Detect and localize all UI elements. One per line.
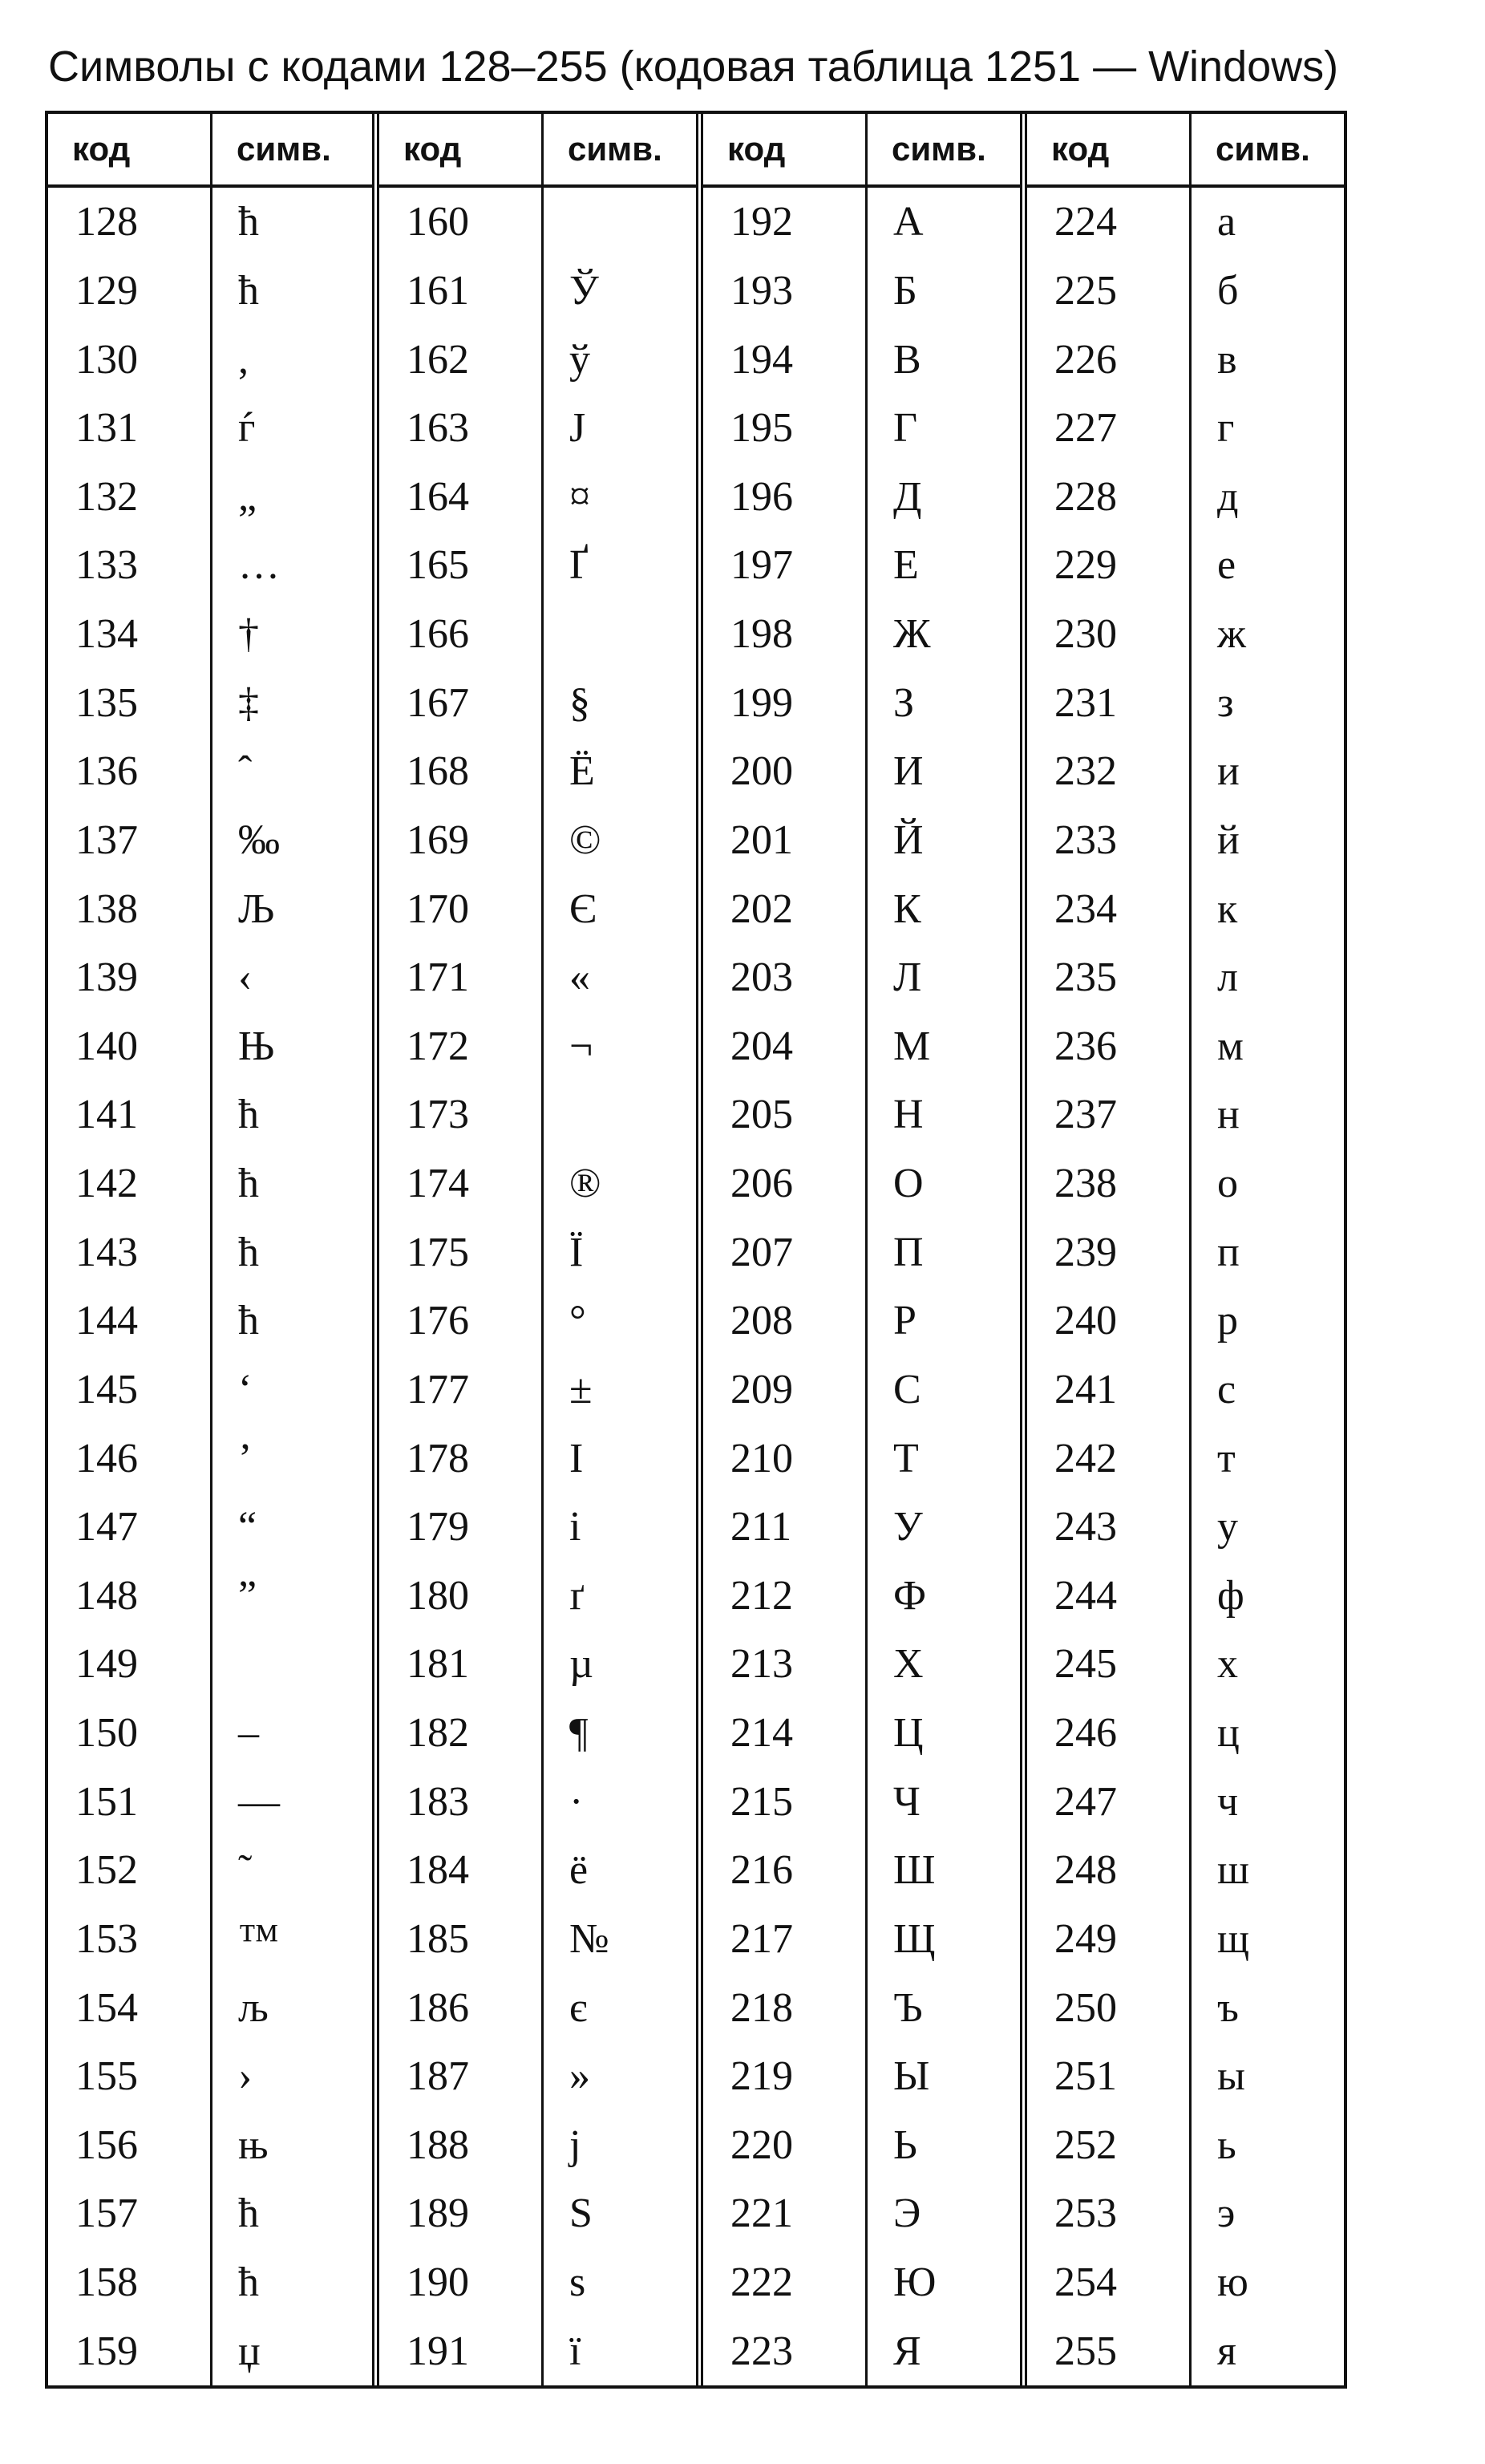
table-title: Символы с кодами 128–255 (кодовая таблица 1251 — Windows) xyxy=(48,43,1339,91)
code-cell: 254 xyxy=(1054,2259,1117,2306)
code-cell: 239 xyxy=(1054,1229,1117,1275)
symbol-cell: ѓ xyxy=(210,394,372,463)
symbol-cell: Ц xyxy=(865,1699,1020,1768)
code-cell: 148 xyxy=(75,1572,138,1619)
symbol-cell: п xyxy=(1189,1218,1344,1287)
code-cell: 197 xyxy=(730,542,793,589)
code-cell: 246 xyxy=(1054,1710,1117,1757)
column-group-1 xyxy=(48,114,372,2385)
code-cell: 252 xyxy=(1054,2122,1117,2168)
code-cell: 235 xyxy=(1054,954,1117,1001)
code-cell: 202 xyxy=(730,886,793,932)
code-cell: 142 xyxy=(75,1161,138,1207)
code-cell: 238 xyxy=(1054,1161,1117,1207)
code-cell: 141 xyxy=(75,1092,138,1138)
code-cell: 211 xyxy=(730,1504,792,1550)
symbol-cell: ħ xyxy=(210,1080,372,1149)
code-cell: 161 xyxy=(407,267,469,314)
symbol-cell: Ю xyxy=(865,2248,1020,2317)
header-code: код xyxy=(379,114,541,188)
code-cell: 233 xyxy=(1054,817,1117,863)
symbol-cell: ˆ xyxy=(210,737,372,806)
code-cell: 218 xyxy=(730,1984,793,2031)
symbol-cell: Ш xyxy=(865,1836,1020,1905)
symbol-cell: Є xyxy=(541,874,696,943)
symbol-cell: ° xyxy=(541,1287,696,1356)
header-symbol: симв. xyxy=(210,114,372,188)
code-cell: 159 xyxy=(75,2328,138,2374)
symbol-cell: ш xyxy=(1189,1836,1344,1905)
symbol-cell: Ў xyxy=(541,257,696,326)
code-cell: 138 xyxy=(75,886,138,932)
code-cell: 221 xyxy=(730,2190,793,2237)
symbol-cell: ħ xyxy=(210,1149,372,1218)
symbol-cell: Х xyxy=(865,1630,1020,1699)
symbol-cell: А xyxy=(865,188,1020,257)
code-cell: 217 xyxy=(730,1915,793,1962)
symbol-cell: н xyxy=(1189,1080,1344,1149)
code-cell: 242 xyxy=(1054,1435,1117,1481)
symbol-cell: ’ xyxy=(210,1424,372,1493)
code-cell: 177 xyxy=(407,1366,469,1412)
code-cell: 198 xyxy=(730,611,793,658)
header-symbol: симв. xyxy=(541,114,696,188)
code-cell: 195 xyxy=(730,405,793,452)
code-cell: 224 xyxy=(1054,199,1117,245)
symbol-cell: с xyxy=(1189,1356,1344,1424)
code-cell: 229 xyxy=(1054,542,1117,589)
symbol-cell xyxy=(541,188,696,257)
code-cell: 179 xyxy=(407,1504,469,1550)
header-code: код xyxy=(703,114,865,188)
code-cell: 171 xyxy=(407,954,469,1001)
symbol-cell: “ xyxy=(210,1493,372,1562)
code-cell: 222 xyxy=(730,2259,793,2306)
symbol-cell: І xyxy=(541,1424,696,1493)
code-cell: 153 xyxy=(75,1915,138,1962)
symbol-cell: Ґ xyxy=(541,531,696,600)
symbol-cell: ј xyxy=(541,2111,696,2180)
code-cell: 205 xyxy=(730,1092,793,1138)
code-cell: 208 xyxy=(730,1298,793,1344)
symbol-cell: · xyxy=(541,1767,696,1836)
symbol-cell: њ xyxy=(210,2111,372,2180)
symbol-cell: л xyxy=(1189,943,1344,1012)
code-cell: 185 xyxy=(407,1915,469,1962)
symbol-cell: К xyxy=(865,874,1020,943)
code-cell: 244 xyxy=(1054,1572,1117,1619)
symbol-cell: С xyxy=(865,1356,1020,1424)
symbol-cell: ф xyxy=(1189,1562,1344,1631)
code-cell: 247 xyxy=(1054,1778,1117,1825)
symbol-cell: Ж xyxy=(865,600,1020,669)
column-group-4 xyxy=(1020,114,1344,2385)
symbol-cell: ґ xyxy=(541,1562,696,1631)
code-cell: 166 xyxy=(407,611,469,658)
code-cell: 245 xyxy=(1054,1641,1117,1688)
code-cell: 226 xyxy=(1054,336,1117,383)
symbol-cell: ц xyxy=(1189,1699,1344,1768)
symbol-cell: Ї xyxy=(541,1218,696,1287)
symbol-cell: ˜ xyxy=(210,1836,372,1905)
code-cell: 160 xyxy=(407,199,469,245)
code-cell: 170 xyxy=(407,886,469,932)
code-cell: 164 xyxy=(407,473,469,520)
symbol-cell: Ч xyxy=(865,1767,1020,1836)
code-cell: 219 xyxy=(730,2053,793,2100)
code-cell: 223 xyxy=(730,2328,793,2374)
symbol-cell: ь xyxy=(1189,2111,1344,2180)
symbol-cell: ‹ xyxy=(210,943,372,1012)
code-cell: 184 xyxy=(407,1847,469,1894)
code-cell: 169 xyxy=(407,817,469,863)
code-cell: 176 xyxy=(407,1298,469,1344)
symbol-cell: ± xyxy=(541,1356,696,1424)
symbol-cell: ‘ xyxy=(210,1356,372,1424)
symbol-cell: » xyxy=(541,2042,696,2111)
code-cell: 204 xyxy=(730,1023,793,1069)
symbol-cell: † xyxy=(210,600,372,669)
code-cell: 228 xyxy=(1054,473,1117,520)
code-cell: 128 xyxy=(75,199,138,245)
header-symbol: симв. xyxy=(865,114,1020,188)
code-cell: 133 xyxy=(75,542,138,589)
symbol-cell: © xyxy=(541,806,696,875)
code-cell: 236 xyxy=(1054,1023,1117,1069)
symbol-cell: э xyxy=(1189,2179,1344,2248)
code-cell: 187 xyxy=(407,2053,469,2100)
symbol-cell: х xyxy=(1189,1630,1344,1699)
code-cell: 255 xyxy=(1054,2328,1117,2374)
code-cell: 212 xyxy=(730,1572,793,1619)
code-cell: 251 xyxy=(1054,2053,1117,2100)
symbol-cell: і xyxy=(541,1493,696,1562)
code-cell: 199 xyxy=(730,679,793,726)
code-cell: 194 xyxy=(730,336,793,383)
code-cell: 253 xyxy=(1054,2190,1117,2237)
code-cell: 174 xyxy=(407,1161,469,1207)
symbol-cell: ” xyxy=(210,1562,372,1631)
code-cell: 225 xyxy=(1054,267,1117,314)
code-cell: 243 xyxy=(1054,1504,1117,1550)
symbol-cell: О xyxy=(865,1149,1020,1218)
code-cell: 241 xyxy=(1054,1366,1117,1412)
symbol-cell: щ xyxy=(1189,1905,1344,1974)
header-code: код xyxy=(48,114,210,188)
symbol-cell: „ xyxy=(210,463,372,532)
symbol-cell: б xyxy=(1189,257,1344,326)
code-cell: 216 xyxy=(730,1847,793,1894)
symbol-cell: ™ xyxy=(210,1905,372,1974)
code-cell: 147 xyxy=(75,1504,138,1550)
code-cell: 129 xyxy=(75,267,138,314)
symbol-cell: Л xyxy=(865,943,1020,1012)
symbol-cell: ħ xyxy=(210,257,372,326)
symbol-cell: ж xyxy=(1189,600,1344,669)
symbol-cell: т xyxy=(1189,1424,1344,1493)
symbol-cell: ħ xyxy=(210,1218,372,1287)
code-cell: 151 xyxy=(75,1778,138,1825)
code-cell: 189 xyxy=(407,2190,469,2237)
code-cell: 206 xyxy=(730,1161,793,1207)
code-cell: 135 xyxy=(75,679,138,726)
symbol-cell: ‡ xyxy=(210,668,372,737)
symbol-cell: у xyxy=(1189,1493,1344,1562)
symbol-cell: ħ xyxy=(210,188,372,257)
symbol-cell: Г xyxy=(865,394,1020,463)
symbol-cell xyxy=(541,600,696,669)
symbol-cell: › xyxy=(210,2042,372,2111)
code-cell: 167 xyxy=(407,679,469,726)
symbol-cell: … xyxy=(210,531,372,600)
symbol-cell: ї xyxy=(541,2316,696,2385)
symbol-cell: Щ xyxy=(865,1905,1020,1974)
code-cell: 145 xyxy=(75,1366,138,1412)
symbol-cell: к xyxy=(1189,874,1344,943)
symbol-cell: р xyxy=(1189,1287,1344,1356)
symbol-cell: § xyxy=(541,668,696,737)
symbol-cell: µ xyxy=(541,1630,696,1699)
symbol-cell: є xyxy=(541,1973,696,2042)
code-cell: 132 xyxy=(75,473,138,520)
symbol-cell: ы xyxy=(1189,2042,1344,2111)
symbol-cell: — xyxy=(210,1767,372,1836)
symbol-cell: Д xyxy=(865,463,1020,532)
symbol-cell: № xyxy=(541,1905,696,1974)
code-cell: 146 xyxy=(75,1435,138,1481)
header-symbol: симв. xyxy=(1189,114,1344,188)
code-cell: 168 xyxy=(407,748,469,795)
code-cell: 183 xyxy=(407,1778,469,1825)
code-cell: 230 xyxy=(1054,611,1117,658)
symbol-cell: з xyxy=(1189,668,1344,737)
symbol-cell: З xyxy=(865,668,1020,737)
symbol-cell: ў xyxy=(541,325,696,394)
code-cell: 193 xyxy=(730,267,793,314)
symbol-cell: У xyxy=(865,1493,1020,1562)
symbol-cell: Т xyxy=(865,1424,1020,1493)
code-cell: 139 xyxy=(75,954,138,1001)
code-cell: 180 xyxy=(407,1572,469,1619)
code-cell: 237 xyxy=(1054,1092,1117,1138)
symbol-cell: е xyxy=(1189,531,1344,600)
symbol-cell: ħ xyxy=(210,2248,372,2317)
code-cell: 178 xyxy=(407,1435,469,1481)
symbol-cell: ¶ xyxy=(541,1699,696,1768)
symbol-cell: ‰ xyxy=(210,806,372,875)
code-cell: 175 xyxy=(407,1229,469,1275)
code-cell: 188 xyxy=(407,2122,469,2168)
symbol-cell: Е xyxy=(865,531,1020,600)
symbol-cell: « xyxy=(541,943,696,1012)
symbol-cell: Ы xyxy=(865,2042,1020,2111)
code-cell: 196 xyxy=(730,473,793,520)
symbol-cell: ® xyxy=(541,1149,696,1218)
code-cell: 130 xyxy=(75,336,138,383)
charset-table xyxy=(45,111,1347,2389)
symbol-cell: д xyxy=(1189,463,1344,532)
code-cell: 215 xyxy=(730,1778,793,1825)
code-cell: 232 xyxy=(1054,748,1117,795)
symbol-cell: ¤ xyxy=(541,463,696,532)
code-cell: 181 xyxy=(407,1641,469,1688)
symbol-cell: ч xyxy=(1189,1767,1344,1836)
symbol-cell: г xyxy=(1189,394,1344,463)
symbol-cell: ħ xyxy=(210,1287,372,1356)
symbol-cell: М xyxy=(865,1012,1020,1081)
symbol-cell: Н xyxy=(865,1080,1020,1149)
symbol-cell: Ѕ xyxy=(541,2179,696,2248)
symbol-cell: Я xyxy=(865,2316,1020,2385)
symbol-cell: П xyxy=(865,1218,1020,1287)
code-cell: 248 xyxy=(1054,1847,1117,1894)
symbol-cell: ъ xyxy=(1189,1973,1344,2042)
symbol-cell: љ xyxy=(210,1973,372,2042)
symbol-cell: й xyxy=(1189,806,1344,875)
code-cell: 231 xyxy=(1054,679,1117,726)
code-cell: 131 xyxy=(75,405,138,452)
symbol-cell: я xyxy=(1189,2316,1344,2385)
symbol-cell: џ xyxy=(210,2316,372,2385)
symbol-cell: о xyxy=(1189,1149,1344,1218)
code-cell: 213 xyxy=(730,1641,793,1688)
code-cell: 162 xyxy=(407,336,469,383)
symbol-cell: Њ xyxy=(210,1012,372,1081)
code-cell: 220 xyxy=(730,2122,793,2168)
code-cell: 155 xyxy=(75,2053,138,2100)
symbol-cell: Э xyxy=(865,2179,1020,2248)
symbol-cell: ѕ xyxy=(541,2248,696,2317)
code-cell: 240 xyxy=(1054,1298,1117,1344)
column-group-2 xyxy=(372,114,696,2385)
symbol-cell: И xyxy=(865,737,1020,806)
symbol-cell: В xyxy=(865,325,1020,394)
code-cell: 158 xyxy=(75,2259,138,2306)
code-cell: 136 xyxy=(75,748,138,795)
symbol-cell: Љ xyxy=(210,874,372,943)
symbol-cell: в xyxy=(1189,325,1344,394)
code-cell: 214 xyxy=(730,1710,793,1757)
symbol-cell: и xyxy=(1189,737,1344,806)
symbol-cell: Р xyxy=(865,1287,1020,1356)
code-cell: 200 xyxy=(730,748,793,795)
code-cell: 182 xyxy=(407,1710,469,1757)
code-cell: 209 xyxy=(730,1366,793,1412)
code-cell: 250 xyxy=(1054,1984,1117,2031)
code-cell: 152 xyxy=(75,1847,138,1894)
code-cell: 207 xyxy=(730,1229,793,1275)
code-cell: 249 xyxy=(1054,1915,1117,1962)
code-cell: 137 xyxy=(75,817,138,863)
code-cell: 186 xyxy=(407,1984,469,2031)
symbol-cell: Ъ xyxy=(865,1973,1020,2042)
code-cell: 210 xyxy=(730,1435,793,1481)
symbol-cell xyxy=(210,1630,372,1699)
symbol-cell: м xyxy=(1189,1012,1344,1081)
code-cell: 140 xyxy=(75,1023,138,1069)
code-cell: 234 xyxy=(1054,886,1117,932)
code-cell: 163 xyxy=(407,405,469,452)
symbol-cell: , xyxy=(210,325,372,394)
symbol-cell: – xyxy=(210,1699,372,1768)
symbol-cell: ¬ xyxy=(541,1012,696,1081)
symbol-cell: ё xyxy=(541,1836,696,1905)
code-cell: 173 xyxy=(407,1092,469,1138)
symbol-cell xyxy=(541,1080,696,1149)
code-cell: 157 xyxy=(75,2190,138,2237)
code-cell: 143 xyxy=(75,1229,138,1275)
code-cell: 165 xyxy=(407,542,469,589)
code-cell: 227 xyxy=(1054,405,1117,452)
code-cell: 150 xyxy=(75,1710,138,1757)
code-cell: 149 xyxy=(75,1641,138,1688)
code-cell: 134 xyxy=(75,611,138,658)
symbol-cell: Ь xyxy=(865,2111,1020,2180)
symbol-cell: Й xyxy=(865,806,1020,875)
code-cell: 191 xyxy=(407,2328,469,2374)
code-cell: 172 xyxy=(407,1023,469,1069)
symbol-cell: Ё xyxy=(541,737,696,806)
column-group-3 xyxy=(696,114,1020,2385)
code-cell: 154 xyxy=(75,1984,138,2031)
code-cell: 144 xyxy=(75,1298,138,1344)
symbol-cell: Б xyxy=(865,257,1020,326)
code-cell: 156 xyxy=(75,2122,138,2168)
code-cell: 190 xyxy=(407,2259,469,2306)
symbol-cell: ħ xyxy=(210,2179,372,2248)
symbol-cell: Ф xyxy=(865,1562,1020,1631)
symbol-cell: Ј xyxy=(541,394,696,463)
symbol-cell: ю xyxy=(1189,2248,1344,2317)
code-cell: 192 xyxy=(730,199,793,245)
code-cell: 203 xyxy=(730,954,793,1001)
header-code: код xyxy=(1027,114,1189,188)
code-cell: 201 xyxy=(730,817,793,863)
symbol-cell: а xyxy=(1189,188,1344,257)
